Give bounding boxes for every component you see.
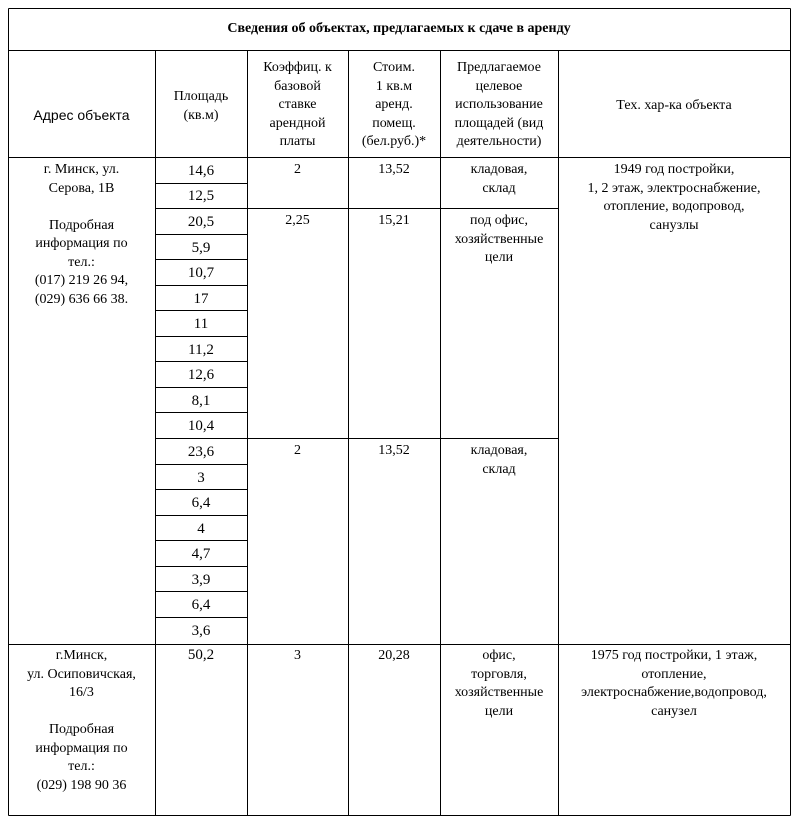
group-coefficient: 3: [294, 648, 301, 663]
group-cost: 15,21: [378, 213, 410, 228]
group-cost: 13,52: [378, 443, 410, 458]
area-cell: 4,7: [191, 546, 211, 562]
area-cell: 11,2: [188, 342, 214, 358]
header-coefficient: Коэффиц. к базовой ставке арендной платы: [263, 60, 332, 149]
area-cell: 6,4: [191, 495, 211, 511]
header-address: Адрес объекта: [33, 107, 130, 123]
area-cell: 17: [193, 291, 209, 307]
area-cell: 10,7: [187, 265, 215, 281]
area-cell: 3,6: [191, 623, 211, 639]
group-usage: под офис, хозяйственные цели: [454, 213, 544, 265]
header-area: Площадь (кв.м): [173, 89, 229, 123]
header-tech: Тех. хар-ка объекта: [616, 98, 732, 113]
object-tech: 1949 год постройки, 1, 2 этаж, электроснабжение, отопление, водопровод, санузлы: [587, 162, 761, 233]
area-cell: 20,5: [187, 214, 215, 230]
group-usage: кладовая, склад: [470, 443, 528, 477]
group-usage: офис, торговля, хозяйственные цели: [454, 648, 544, 719]
area-cell: 11: [193, 316, 209, 332]
group-cost: 20,28: [378, 648, 410, 663]
area-cell: 50,2: [187, 647, 215, 663]
area-cell: 3,9: [191, 572, 211, 588]
table-title: Сведения об объектах, предлагаемых к сдаче в аренду: [227, 21, 571, 36]
object-address: г.Минск, ул. Осиповичская, 16/3 Подробная информация по тел.: (029) 198 90 36: [27, 648, 136, 793]
group-cost: 13,52: [378, 162, 410, 177]
area-cell: 8,1: [191, 393, 211, 409]
area-cell: 5,9: [191, 240, 211, 256]
group-coefficient: 2,25: [285, 213, 310, 228]
group-coefficient: 2: [294, 443, 301, 458]
area-cell: 6,4: [191, 597, 211, 613]
area-cell: 23,6: [187, 444, 215, 460]
group-coefficient: 2: [294, 162, 301, 177]
area-cell: 14,6: [187, 163, 215, 179]
area-cell: 4: [197, 521, 205, 537]
object-address: г. Минск, ул. Серова, 1В Подробная информация по тел.: (017) 219 26 94, (029) 636 66 38.: [34, 162, 129, 307]
header-cost: Стоим. 1 кв.м аренд. помещ. (бел.руб.)*: [361, 60, 427, 149]
area-cell: 12,5: [187, 188, 215, 204]
area-cell: 3: [197, 470, 205, 486]
area-cell: 10,4: [187, 418, 215, 434]
group-usage: кладовая, склад: [470, 162, 528, 196]
object-tech: 1975 год постройки, 1 этаж, отопление, электроснабжение,водопровод, санузел: [581, 648, 767, 719]
area-cell: 12,6: [187, 367, 215, 383]
header-usage: Предлагаемое целевое использование площадей (вид деятельности): [454, 60, 544, 149]
